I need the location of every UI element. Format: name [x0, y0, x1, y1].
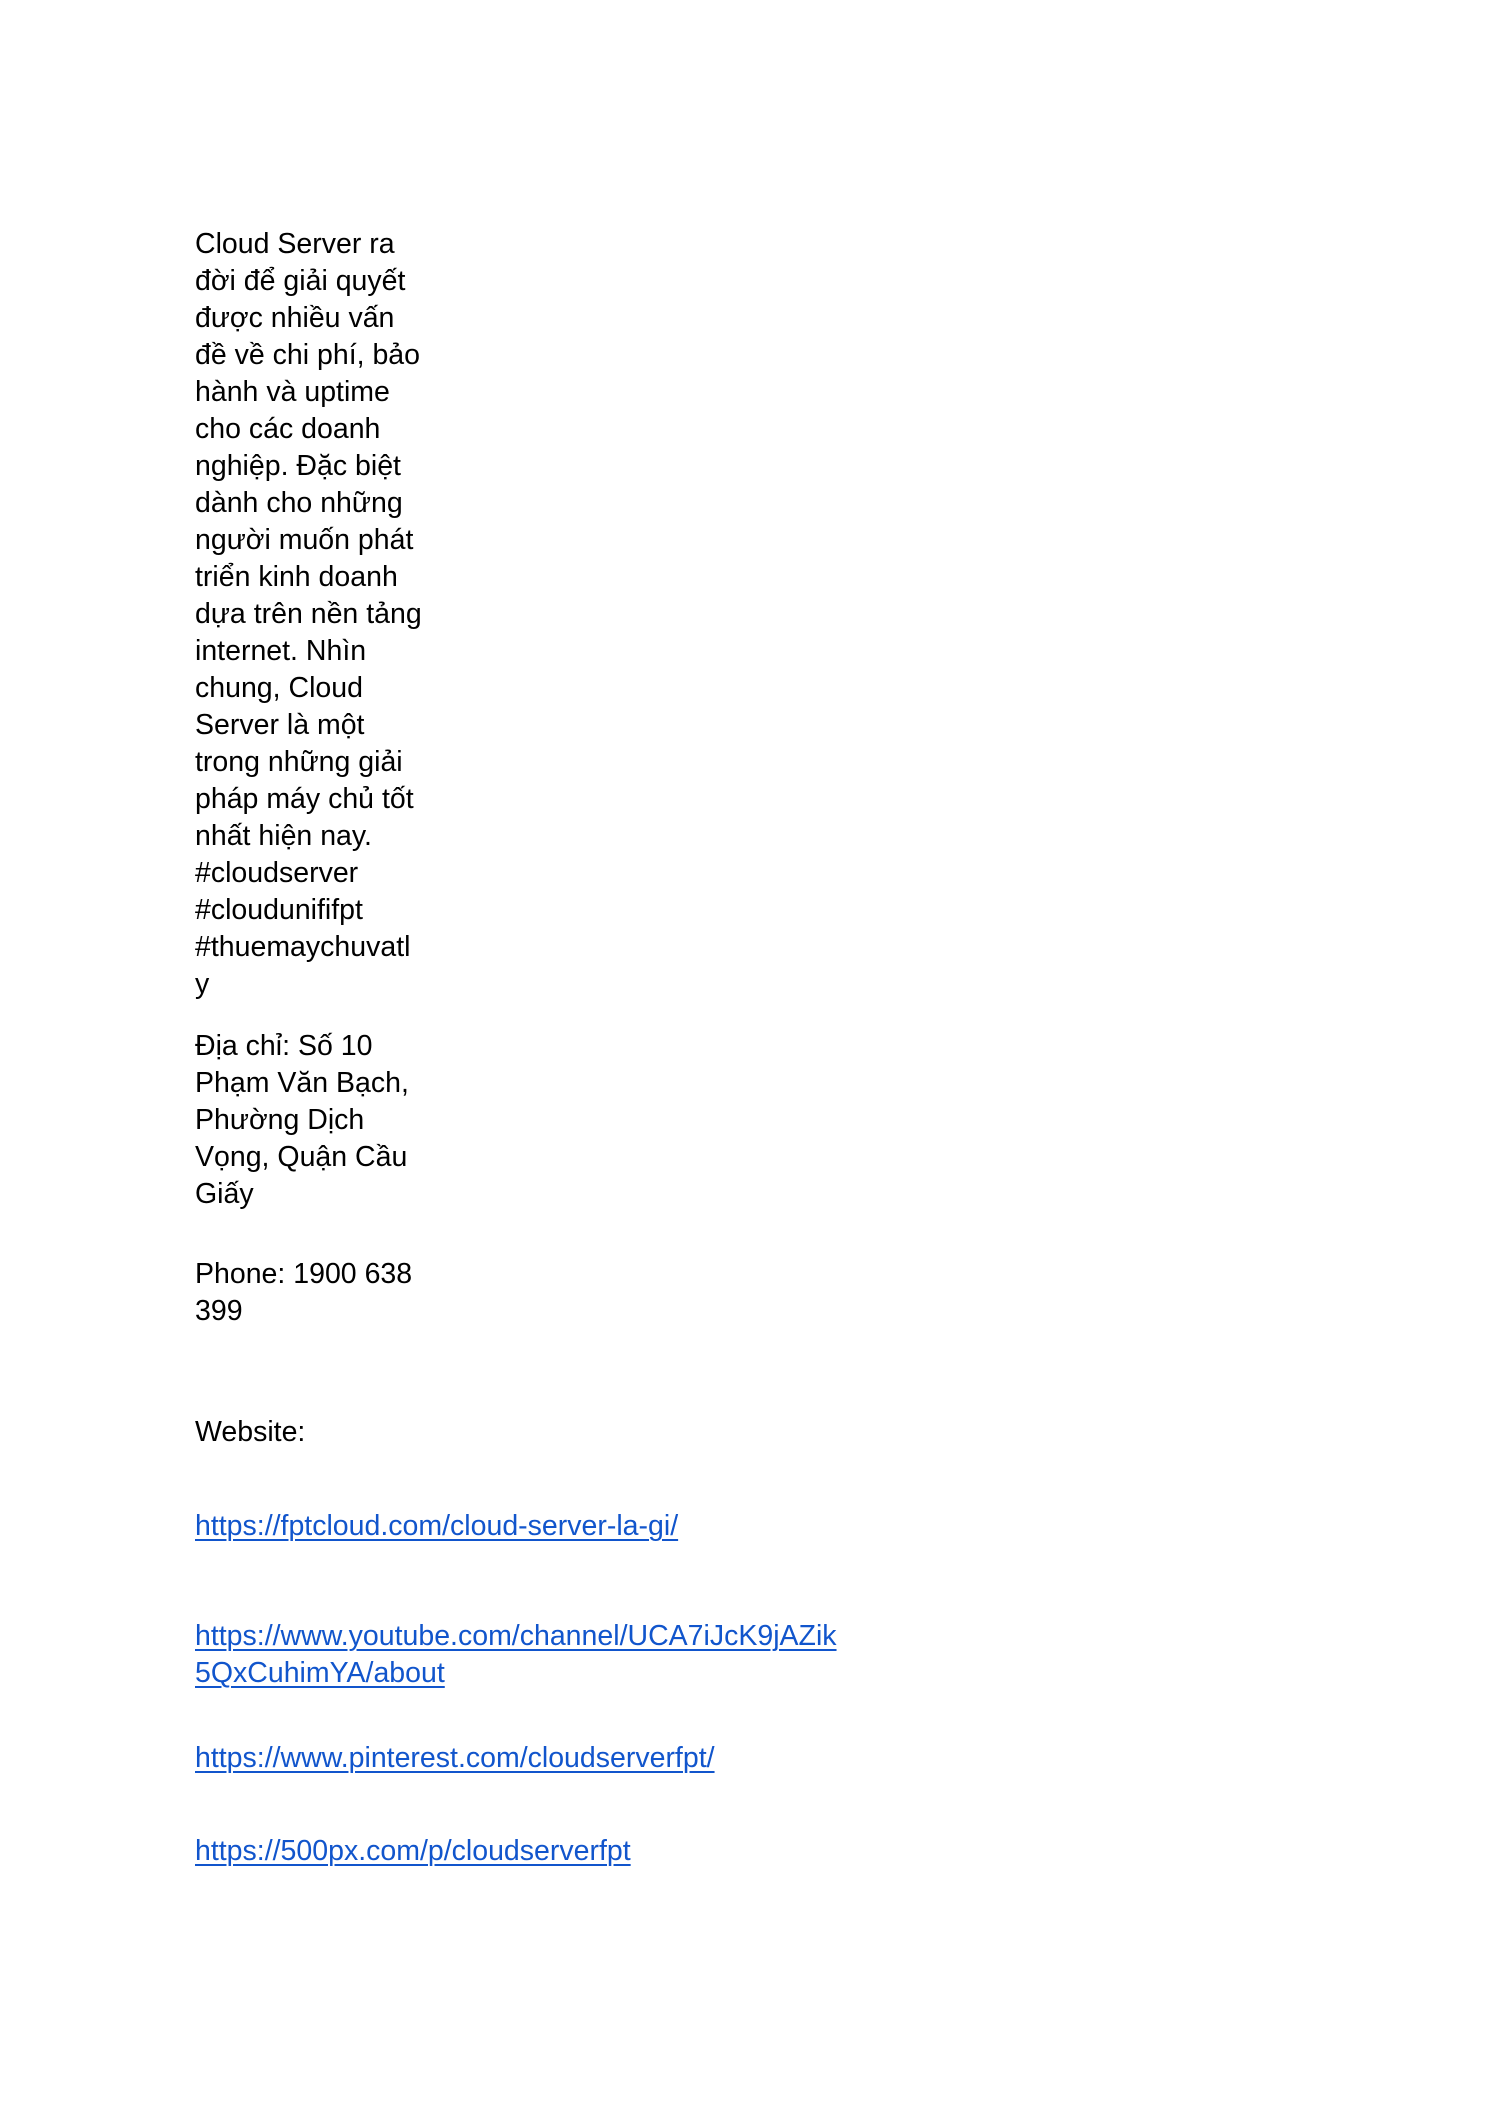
text-line: đề về chi phí, bảo [195, 339, 420, 371]
website-label: Website: [195, 1416, 306, 1448]
text-line: dựa trên nền tảng [195, 598, 422, 630]
phone-line: 399 [195, 1295, 243, 1327]
text-line: hành và uptime [195, 376, 390, 408]
text-line: đời để giải quyết [195, 265, 406, 297]
address-line: Địa chỉ: Số 10 [195, 1030, 373, 1062]
500px-link[interactable]: https://500px.com/p/cloudserverfpt [195, 1835, 631, 1867]
address-line: Phạm Văn Bạch, [195, 1067, 409, 1099]
text-line: trong những giải [195, 746, 403, 778]
text-line: internet. Nhìn [195, 635, 367, 667]
text-line: nghiệp. Đặc biệt [195, 450, 401, 482]
text-line: Cloud Server ra [195, 228, 395, 260]
phone-block [195, 1256, 430, 1330]
address-line: Vọng, Quận Cầu [195, 1141, 408, 1173]
hashtag: #cloudunififpt [195, 894, 363, 926]
pinterest-link[interactable]: https://www.pinterest.com/cloudserverfpt/ [195, 1742, 715, 1774]
text-line: người muốn phát [195, 524, 414, 556]
hashtag: y [195, 968, 210, 1000]
text-line: Server là một [195, 709, 365, 741]
address-block [195, 1028, 430, 1213]
text-line: chung, Cloud [195, 672, 363, 704]
text-line: pháp máy chủ tốt [195, 783, 414, 815]
text-line: triển kinh doanh [195, 561, 398, 593]
fptcloud-link[interactable]: https://fptcloud.com/cloud-server-la-gi/ [195, 1510, 679, 1542]
youtube-link-line-2[interactable]: 5QxCuhimYA/about [195, 1657, 445, 1689]
text-line: dành cho những [195, 487, 403, 519]
youtube-link[interactable] [195, 1618, 837, 1692]
address-line: Giấy [195, 1178, 254, 1210]
youtube-link-line-1[interactable]: https://www.youtube.com/channel/UCA7iJcK9jAZik [195, 1620, 837, 1652]
phone-line: Phone: 1900 638 [195, 1258, 413, 1290]
address-line: Phường Dịch [195, 1104, 365, 1136]
text-line: nhất hiện nay. [195, 820, 372, 852]
text-line: cho các doanh [195, 413, 381, 445]
hashtag: #thuemaychuvatl [195, 931, 411, 963]
intro-paragraph [195, 226, 430, 1003]
text-line: được nhiều vấn [195, 302, 395, 334]
hashtag: #cloudserver [195, 857, 359, 889]
